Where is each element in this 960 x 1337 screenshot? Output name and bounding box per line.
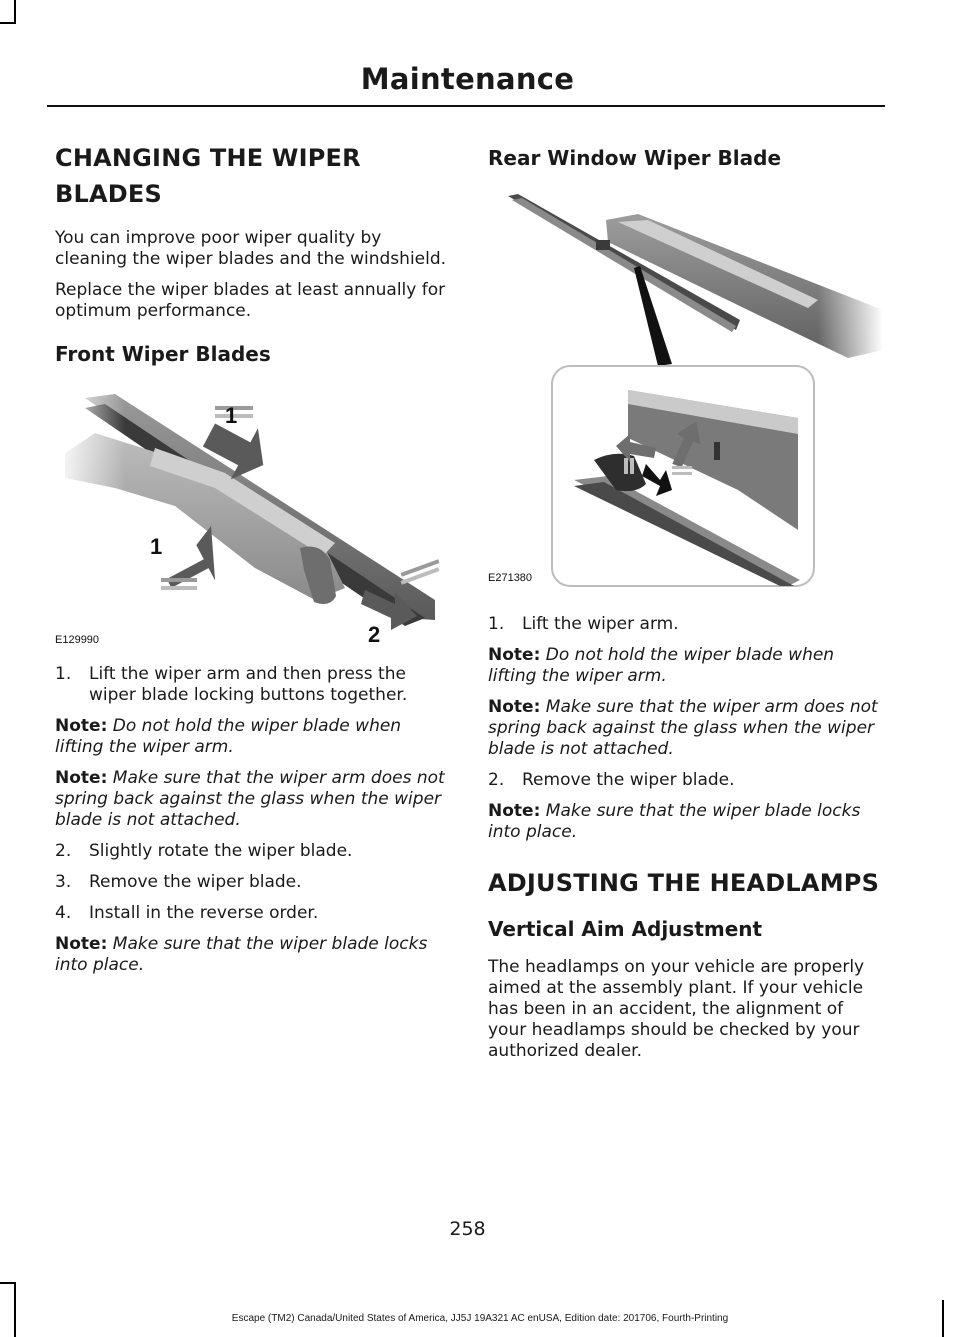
rear-wiper-heading: Rear Window Wiper Blade: [488, 146, 782, 170]
rear-wiper-illustration: [488, 190, 883, 598]
replace-paragraph: Replace the wiper blades at least annually for optimum performance.: [55, 280, 446, 321]
header-rule: [47, 105, 885, 107]
list-item: 1. Lift the wiper arm and then press the wiper blade locking buttons together.: [55, 664, 408, 705]
callout-2: 2: [368, 622, 381, 647]
vertical-aim-heading: Vertical Aim Adjustment: [488, 917, 763, 941]
note: Note: Make sure that the wiper blade locks into place.: [55, 934, 428, 975]
section-title-adjusting-headlamps: ADJUSTING THE HEADLAMPS: [488, 869, 880, 897]
note: Note: Make sure that the wiper blade locks into place.: [488, 801, 861, 842]
page-header-title: Maintenance: [360, 62, 575, 96]
list-item: 4. Install in the reverse order.: [55, 903, 319, 923]
list-item: 2. Remove the wiper blade.: [488, 770, 735, 790]
section-title-changing-wiper-blades: CHANGING THE WIPER BLADES: [55, 144, 361, 208]
front-wiper-illustration: [55, 378, 445, 648]
front-wiper-figure: [55, 378, 445, 648]
callout-1-bottom: 1: [150, 534, 163, 559]
list-item: 3. Remove the wiper blade.: [55, 872, 302, 892]
right-column: [488, 140, 883, 1072]
crop-mark: [0, 22, 16, 24]
intro-paragraph: You can improve poor wiper quality by cleaning the wiper blades and the windshield.: [55, 228, 447, 269]
note: Note: Make sure that the wiper arm does not spring back against the glass when the wiper blade is not attached.: [488, 697, 878, 759]
vertical-aim-paragraph: The headlamps on your vehicle are properly aimed at the assembly plant. If your vehicle has been in an accident, the alignment of your headlamps should be checked by your authorized dealer.: [488, 957, 865, 1061]
front-wiper-heading: Front Wiper Blades: [55, 342, 271, 366]
crop-mark: [14, 1282, 16, 1337]
front-figure-code: E129990: [55, 634, 100, 646]
crop-mark: [0, 1282, 16, 1284]
rear-figure-code: E271380: [488, 572, 533, 584]
rear-wiper-figure: [488, 190, 883, 598]
left-column: [55, 140, 450, 986]
note: Note: Make sure that the wiper arm does not spring back against the glass when the wiper blade is not attached.: [55, 768, 445, 830]
list-item: 1. Lift the wiper arm.: [488, 614, 679, 634]
note: Note: Do not hold the wiper blade when lifting the wiper arm.: [55, 716, 402, 757]
footer-edition-info: Escape (TM2) Canada/United States of America, JJ5J 19A321 AC enUSA, Edition date: 201706, Fourth-Printing: [231, 1313, 729, 1324]
note: Note: Do not hold the wiper blade when lifting the wiper arm.: [488, 645, 835, 686]
crop-mark: [14, 0, 16, 22]
list-item: 2. Slightly rotate the wiper blade.: [55, 841, 353, 861]
page-number: 258: [449, 1218, 486, 1240]
callout-1-top: 1: [225, 403, 238, 428]
